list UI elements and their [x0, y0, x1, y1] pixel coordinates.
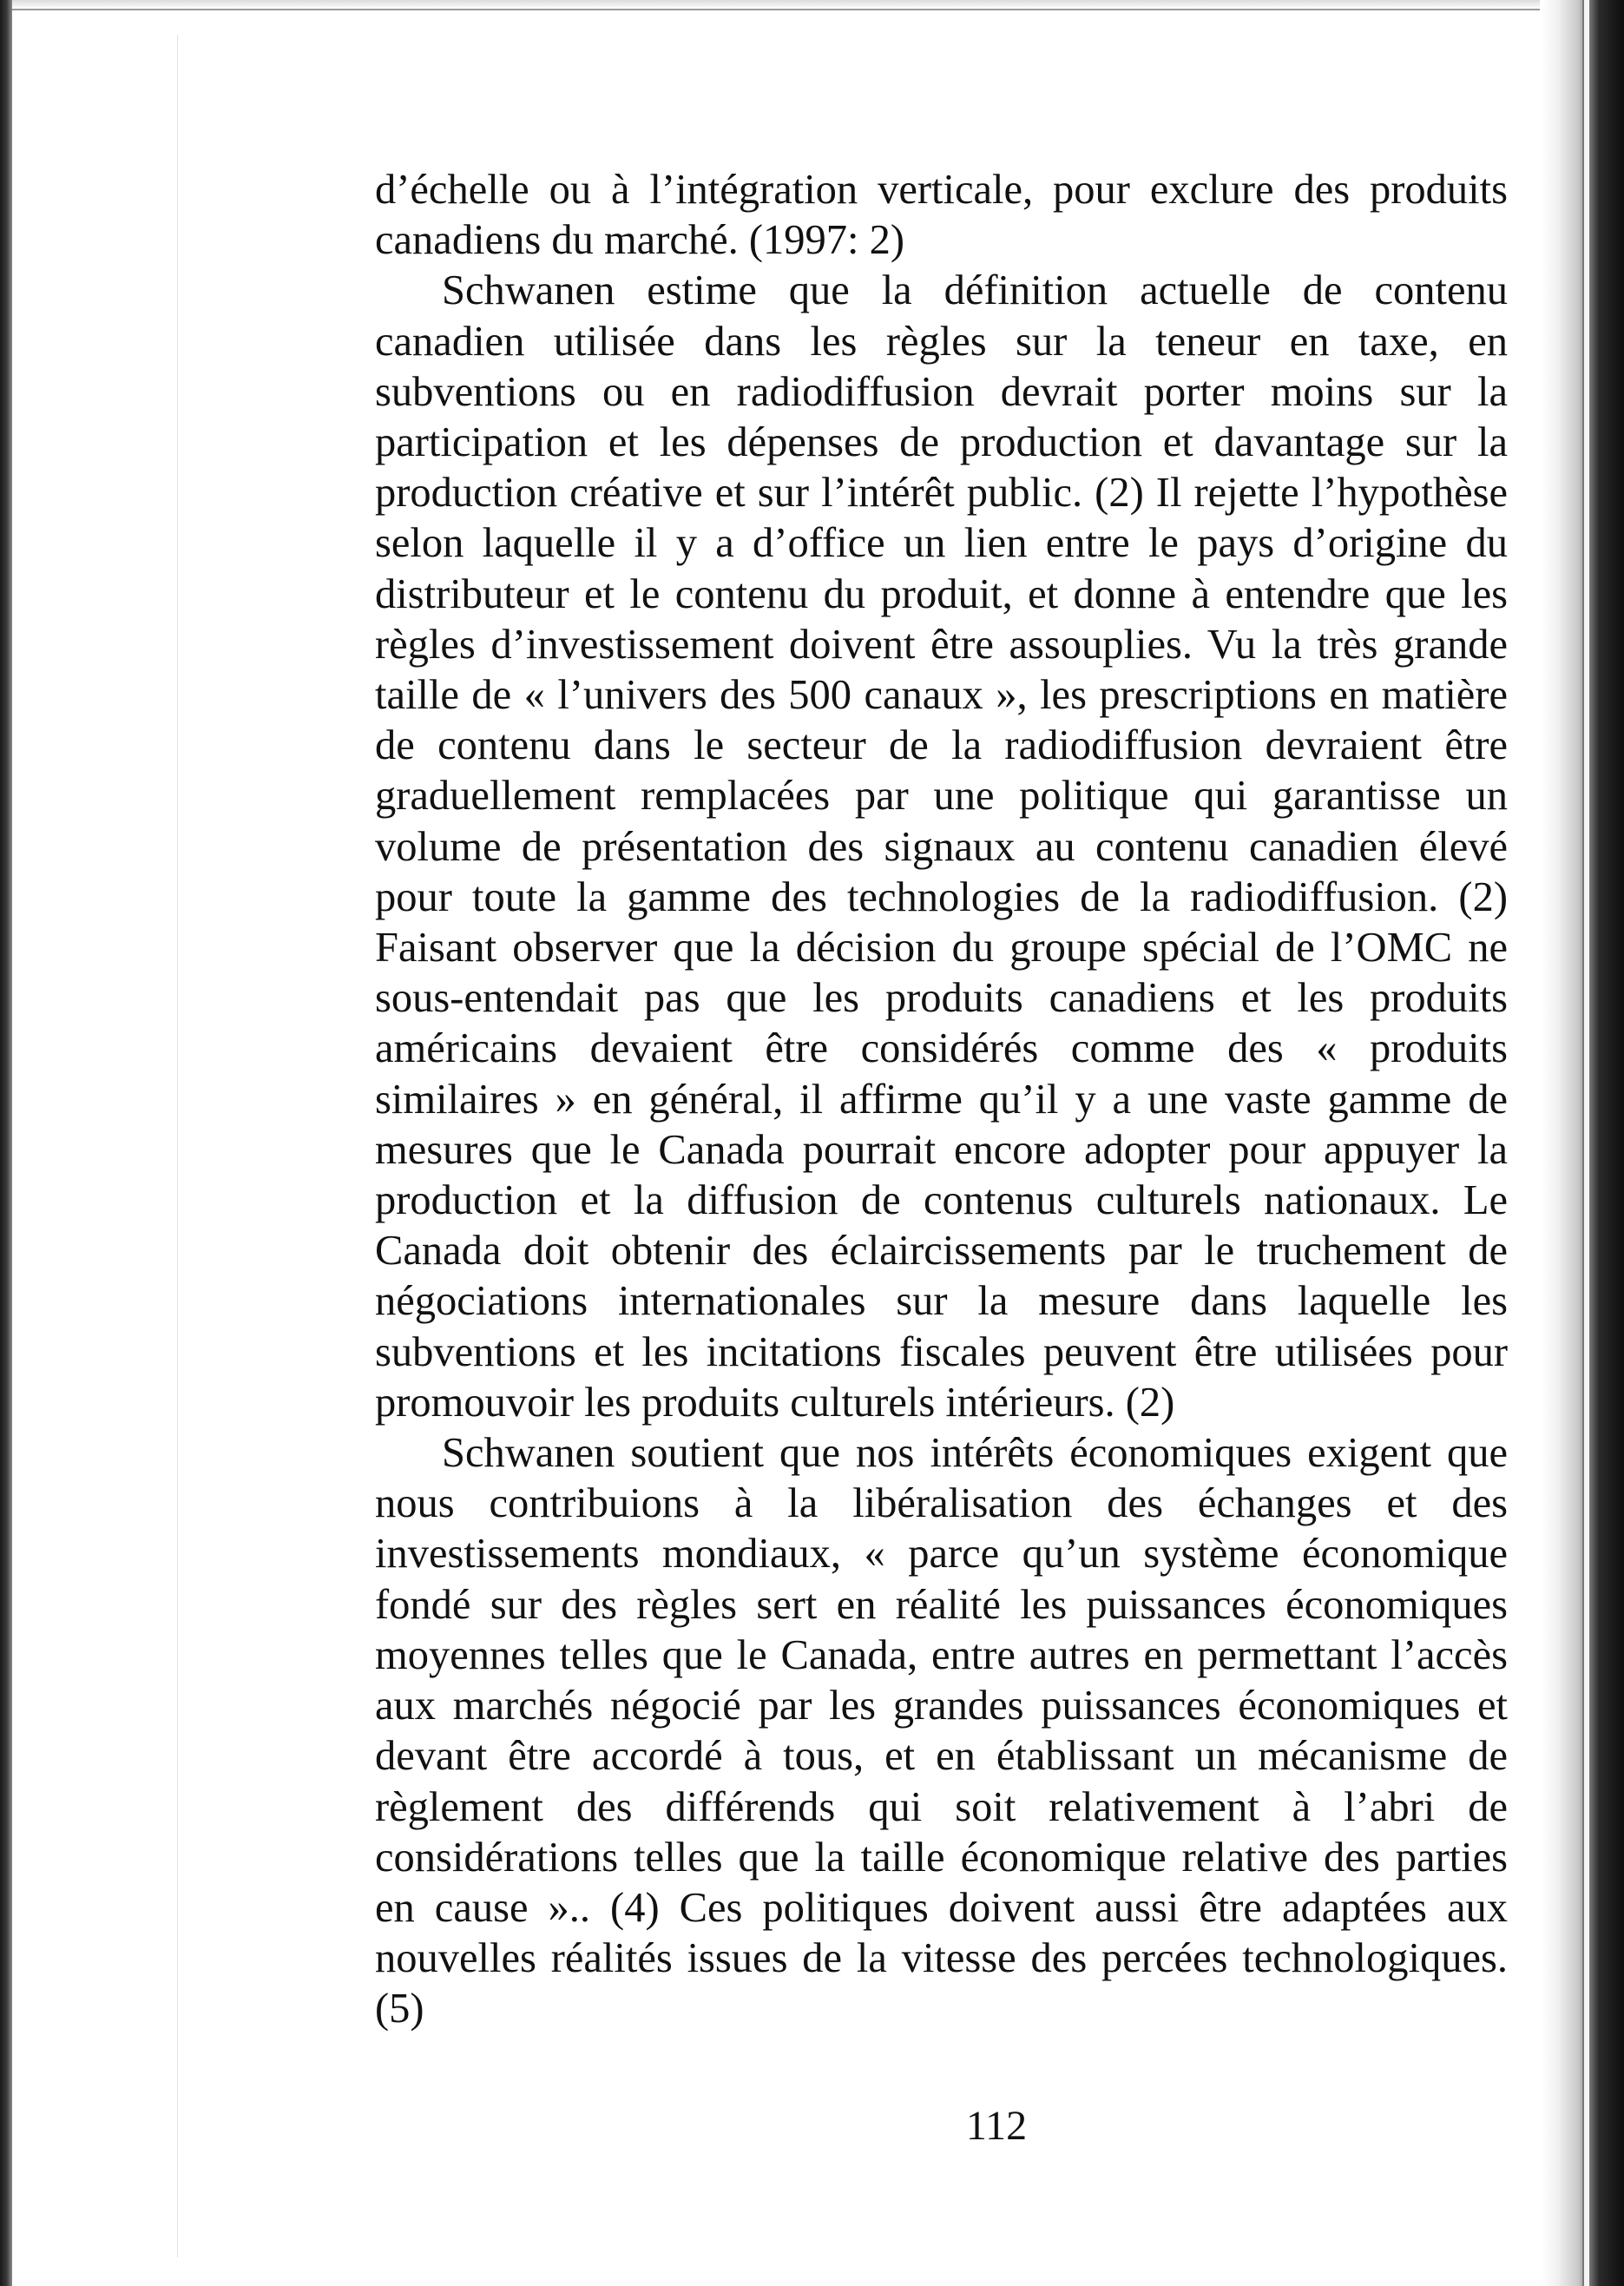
scan-gutter-line — [177, 35, 178, 2257]
page-number: 112 — [965, 2103, 1028, 2149]
paragraph-continuation: d’échelle ou à l’intégration verticale, pour exclure des produits canadiens du marché. (1997: 2) — [375, 167, 1508, 264]
paragraph-schwanen-definition: Schwanen estime que la définition actuelle de contenu canadien utilisée dans les règles sur la teneur en taxe, en subventions ou en radiodiffusion devrait porter moins sur la participation et les dépenses de production et davantage sur la production créative et sur l’intérêt public. (2) Il rejette l’hypothèse selon laquelle il y a d’office un lien entre le pays d’origine du distributeur et le contenu du produit, et donne à entendre que les règles d’investissement doivent être assouplies. Vu la très grande taille de « l’univers des 500 canaux », les prescriptions en matière de contenu dans le secteur de la radiodiffusion devraient être graduellement remplacées par une politique qui garantisse un volume de présentation des signaux au contenu canadien élevé pour toute la gamme des technologies de la radiodiffusion. (2) Faisant observer que la décision du groupe spécial de l’OMC ne sous-entendait pas que les produits canadiens et les produits américains devaient être considérés comme des « produits similaires » en général, il affirme qu’il y a une vaste gamme de mesures que le Canada pourrait encore adopter pour appuyer la production et la diffusion de contenus culturels nationaux. Le Canada doit obtenir des éclaircissements par le truchement de négociations internationales sur la mesure dans laquelle les subventions et les incitations fiscales peuvent être utilisées pour promouvoir les produits culturels intérieurs. (2) — [375, 267, 1508, 1426]
body-text — [375, 165, 1508, 2035]
scan-left-shadow — [0, 0, 12, 2286]
scan-right-edge — [1542, 0, 1624, 2286]
scan-top-edge — [12, 0, 1540, 10]
paragraph-schwanen-economic: Schwanen soutient que nos intérêts économiques exigent que nous contribuions à la libéralisation des échanges et des investissements mondiaux, « parce qu’un système économique fondé sur des règles sert en réalité les puissances économiques moyennes telles que le Canada, entre autres en permettant l’accès aux marchés négocié par les grandes puissances économiques et devant être accordé à tous, et en établissant un mécanisme de règlement des différends qui soit relativement à l’abri de considérations telles que la taille économique relative des parties en cause ».. (4) Ces politiques doivent aussi être adaptées aux nouvelles réalités issues de la vitesse des percées technologiques. (5) — [375, 1430, 1508, 2032]
scan-page-border — [1582, 0, 1589, 2286]
